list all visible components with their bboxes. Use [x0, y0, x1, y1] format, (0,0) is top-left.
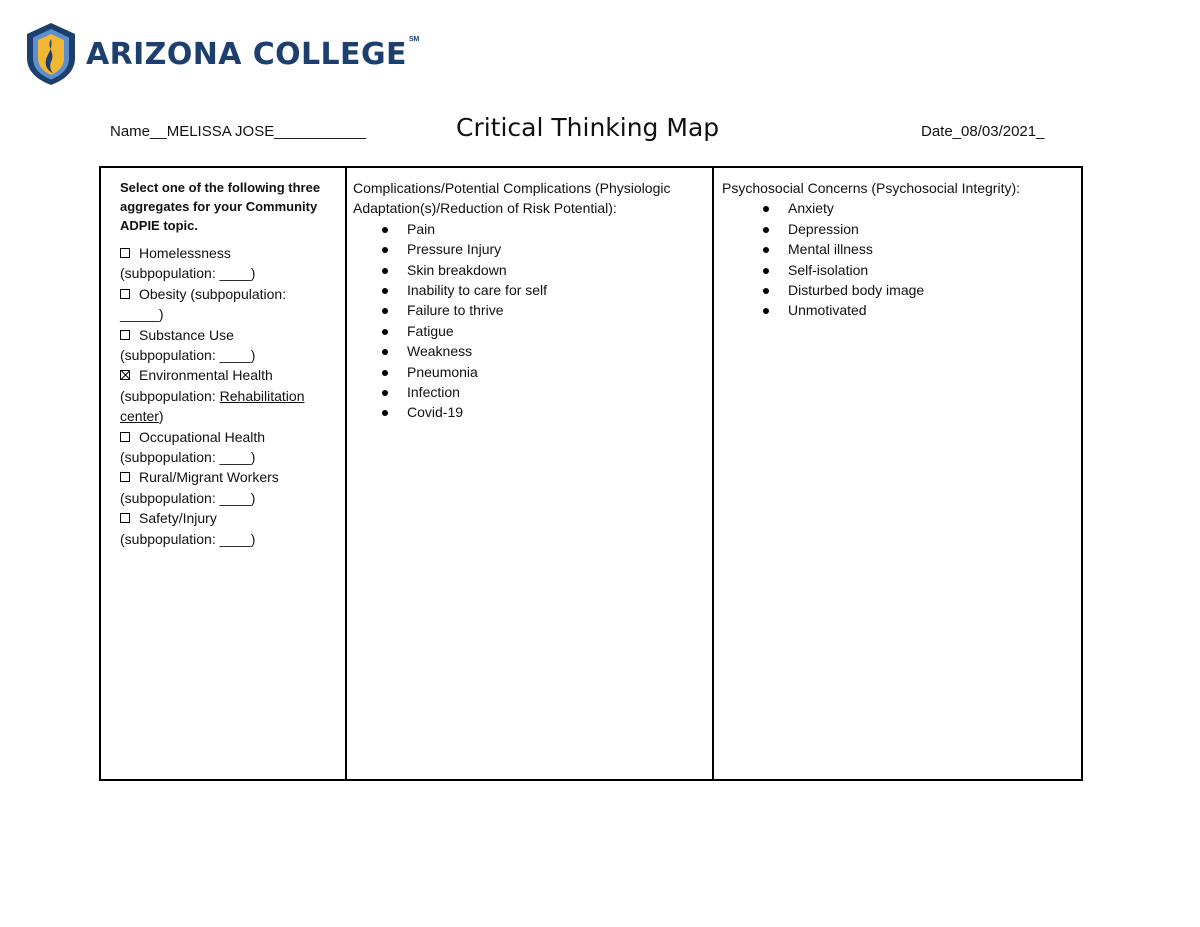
list-item: Pressure Injury	[353, 239, 704, 259]
bullet-icon	[382, 268, 388, 274]
bullet-icon	[382, 227, 388, 233]
list-item: Fatigue	[353, 321, 704, 341]
checkbox-icon	[120, 289, 130, 299]
bullet-icon	[382, 410, 388, 416]
aggregate-label: Occupational Health	[139, 428, 266, 445]
aggregate-item-substance-use	[120, 325, 333, 366]
aggregate-item-occupational-health	[120, 427, 333, 468]
aggregate-item-safety-injury	[120, 508, 333, 549]
bullet-icon	[382, 288, 388, 294]
arizona-college-logo	[26, 22, 419, 86]
list-item: Weakness	[353, 341, 704, 361]
bullet-icon	[382, 329, 388, 335]
checkbox-icon	[120, 330, 130, 340]
aggregate-subpopulation: (subpopulation: ____)	[120, 489, 256, 506]
psychosocial-list	[722, 198, 1073, 320]
complications-heading: Complications/Potential Complications (Physiologic Adaptation(s)/Reduction of Risk Potential):	[353, 180, 671, 217]
list-item: Pneumonia	[353, 362, 704, 382]
list-item: Disturbed body image	[722, 280, 1073, 300]
bullet-icon	[382, 390, 388, 396]
psychosocial-column	[714, 168, 1081, 779]
aggregates-instructions: Select one of the following three aggregates for your Community ADPIE topic.	[120, 180, 321, 233]
aggregate-subpopulation: (subpopulation: ____)	[120, 347, 256, 364]
list-item: Skin breakdown	[353, 260, 704, 280]
aggregate-label: Substance Use	[139, 326, 234, 343]
aggregate-subpopulation: (subpopulation: ____)	[120, 530, 256, 547]
bullet-icon	[382, 247, 388, 253]
date-field: Date_08/03/2021_	[921, 123, 1045, 140]
bullet-icon	[763, 308, 769, 314]
aggregate-label: Safety/Injury	[139, 510, 217, 527]
aggregate-item-environmental-health	[120, 365, 333, 426]
aggregate-subpopulation-suffix: )	[158, 408, 164, 425]
bullet-icon	[763, 247, 769, 253]
bullet-icon	[382, 308, 388, 314]
checkbox-icon	[120, 432, 130, 442]
bullet-icon	[763, 227, 769, 233]
checkbox-icon	[120, 248, 130, 258]
list-item: Inability to care for self	[353, 280, 704, 300]
bullet-icon	[763, 206, 769, 212]
list-item: Covid-19	[353, 402, 704, 422]
aggregates-column	[101, 168, 347, 779]
complications-list	[353, 219, 704, 423]
list-item: Infection	[353, 382, 704, 402]
list-item: Mental illness	[722, 239, 1073, 259]
critical-thinking-table	[99, 166, 1083, 781]
college-wordmark: ARIZONA COLLEGE	[86, 37, 407, 72]
service-mark: SM	[408, 35, 420, 43]
aggregate-subpopulation: (subpopulation: ____)	[120, 449, 256, 466]
list-item: Anxiety	[722, 198, 1073, 218]
checkbox-icon	[120, 472, 130, 482]
aggregate-subpopulation: (subpopulation: ____)	[120, 265, 256, 282]
aggregate-label: Rural/Migrant Workers	[139, 469, 279, 486]
aggregate-subpopulation-value: Rehabilitation center	[120, 387, 305, 425]
list-item: Self-isolation	[722, 260, 1073, 280]
checked-checkbox-icon	[120, 370, 130, 380]
bullet-icon	[763, 268, 769, 274]
shield-flame-icon	[26, 22, 76, 86]
aggregate-item-obesity	[120, 284, 333, 325]
document-title: Critical Thinking Map	[456, 113, 720, 142]
list-item: Failure to thrive	[353, 300, 704, 320]
bullet-icon	[763, 288, 769, 294]
aggregate-label: Environmental Health	[139, 367, 273, 384]
student-name-field: Name__MELISSA JOSE___________	[110, 123, 367, 140]
bullet-icon	[382, 370, 388, 376]
aggregate-item-rural-migrant-workers	[120, 467, 333, 508]
list-item: Depression	[722, 219, 1073, 239]
aggregate-item-homelessness	[120, 243, 333, 284]
bullet-icon	[382, 349, 388, 355]
aggregate-subpopulation: _____)	[120, 306, 164, 323]
checkbox-icon	[120, 513, 130, 523]
aggregate-label: Homelessness	[139, 245, 231, 261]
aggregate-label: Obesity (subpopulation:	[139, 285, 287, 302]
psychosocial-heading: Psychosocial Concerns (Psychosocial Integrity):	[722, 180, 1021, 196]
list-item: Pain	[353, 219, 704, 239]
complications-column	[347, 168, 714, 779]
list-item: Unmotivated	[722, 300, 1073, 320]
aggregate-subpopulation-prefix: (subpopulation:	[120, 387, 220, 404]
